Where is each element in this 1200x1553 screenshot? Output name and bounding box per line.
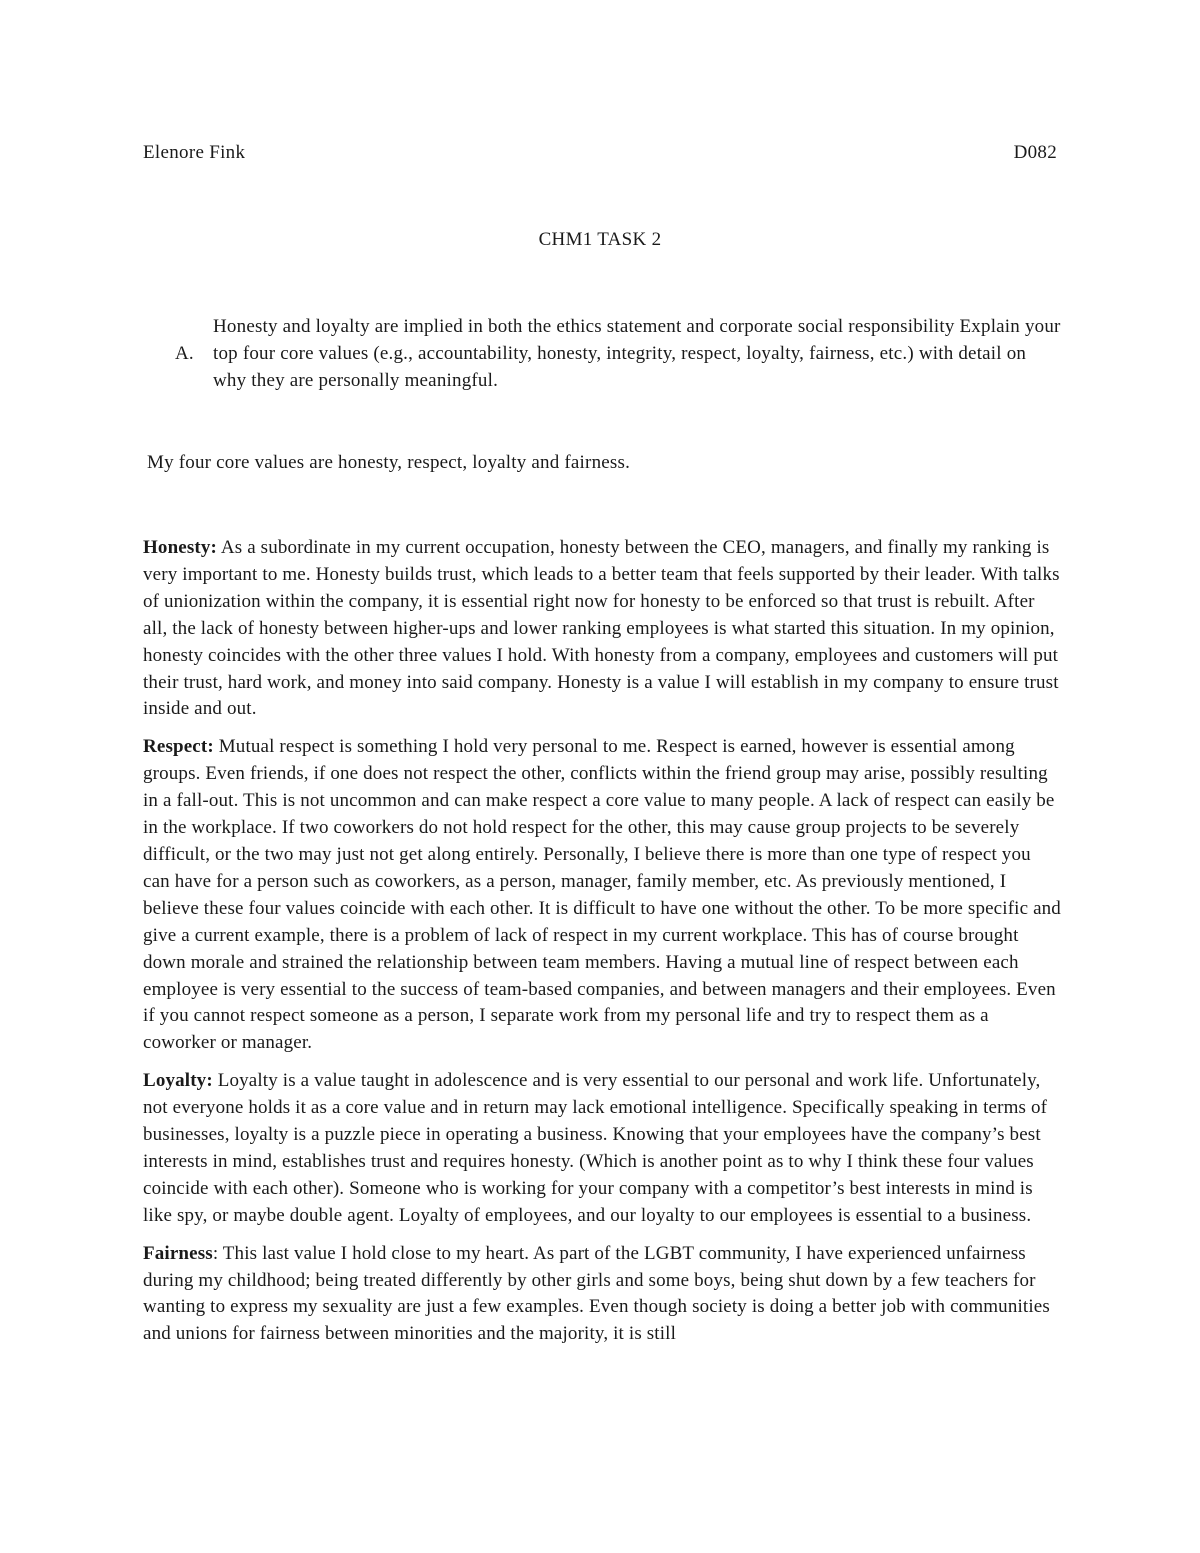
section-heading: Loyalty: (143, 1070, 213, 1092)
document-body (143, 535, 1061, 1359)
section-text: : This last value I hold close to my heart. As part of the LGBT community, I have experienced unfairness during my childhood; being treated differently by other girls and some boys, being shut down by a few teachers for wanting to express my sexuality are just a few examples. Even though society is doing a better job with communities and unions for fairness between minorities and the majority, it is still (143, 1242, 1050, 1345)
section-heading: Fairness (143, 1242, 213, 1264)
task-prompt (143, 313, 1063, 394)
section-heading: Honesty: (143, 537, 218, 558)
section-respect (143, 734, 1061, 1057)
section-honesty (143, 535, 1061, 723)
course-code: D082 (1013, 142, 1057, 163)
section-text: Mutual respect is something I hold very personal to me. Respect is earned, however is essential among groups. Even friends, if one does not respect the other, conflicts within the friend group may arise, possibly resulting in a fall-out. This is not uncommon and can make respect a core value to many people. A lack of respect can easily be in the workplace. If two coworkers do not hold respect for the other, this may cause group projects to be severely difficult, or the two may just not get along entirely. Personally, I believe there is more than one type of respect you can have for a person such as coworkers, as a person, manager, family member, etc. As previously mentioned, I believe these four values coincide with each other. It is difficult to have one without the other. To be more specific and give a current example, there is a problem of lack of respect in my current workplace. This has of course brought down morale and strained the relationship between team members. Having a mutual line of respect between each employee is very essential to the success of team-based companies, and between managers and their employees. Even if you cannot respect someone as a person, I separate work from my personal life and try to respect them as a coworker or manager. (143, 736, 1061, 1054)
section-fairness (143, 1241, 1061, 1349)
intro-sentence: My four core values are honesty, respect, loyalty and fairness. (147, 452, 631, 473)
section-loyalty (143, 1068, 1061, 1229)
document-title: CHM1 TASK 2 (538, 229, 662, 250)
prompt-text: Honesty and loyalty are implied in both the ethics statement and corporate social responsibility Explain your top four core values (e.g., accountability, honesty, integrity, respect, loyalty, fairness, etc.) with detail on why they are personally meaningful. (213, 316, 1061, 391)
prompt-list-marker: A. (175, 343, 194, 364)
author-name: Elenore Fink (143, 142, 246, 163)
section-text: As a subordinate in my current occupation, honesty between the CEO, managers, and finally my ranking is very important to me. Honesty builds trust, which leads to a better team that feels supported by their leader. With talks of unionization within the company, it is essential right now for honesty to be enforced so that trust is rebuilt. After all, the lack of honesty between higher-ups and lower ranking employees is what started this situation. In my opinion, honesty coincides with the other three values I hold. With honesty from a company, employees and customers will put their trust, hard work, and money into said company. Honesty is a value I will establish in my company to ensure trust inside and out. (143, 537, 1060, 720)
document-header (143, 142, 1057, 164)
section-text: Loyalty is a value taught in adolescence and is very essential to our personal and work life. Unfortunately, not everyone holds it as a core value and in return may lack emotional intelligence. Specifically speaking in terms of businesses, loyalty is a puzzle piece in operating a business. Knowing that your employees have the company’s best interests in mind, establishes trust and requires honesty. (Which is another point as to why I think these four values coincide with each other). Someone who is working for your company with a competitor’s best interests in mind is like spy, or maybe double agent. Loyalty of employees, and our loyalty to our employees is essential to a business. (143, 1070, 1048, 1226)
section-heading: Respect: (143, 736, 214, 758)
